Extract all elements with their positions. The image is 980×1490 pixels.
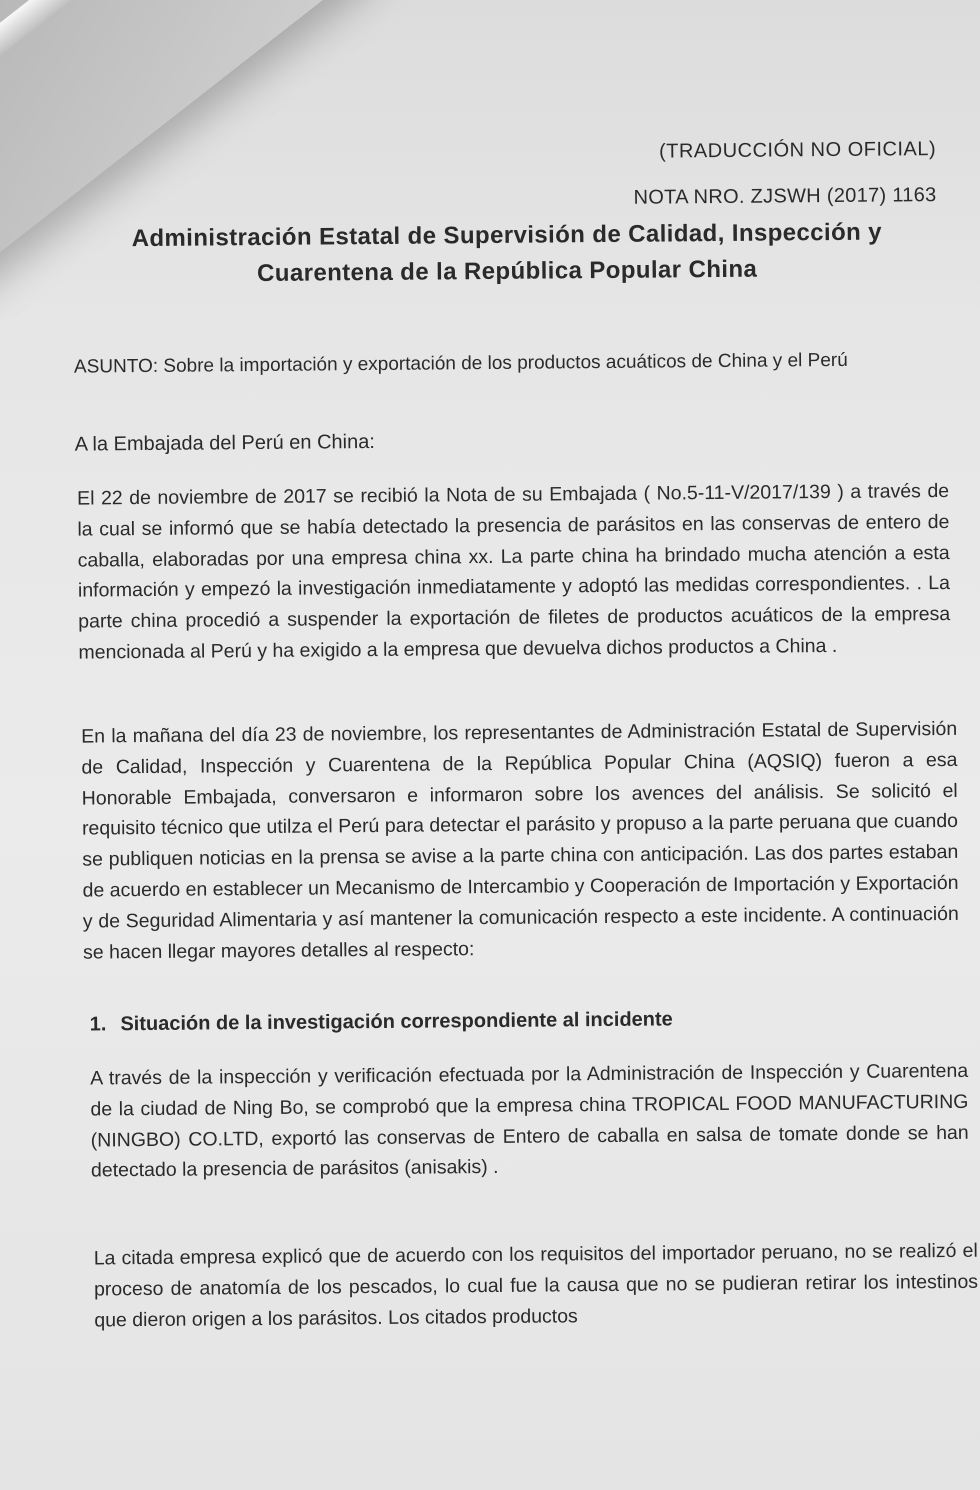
agency-title: Administración Estatal de Supervisión de Calidad, Inspección y Cuarentena de la República Popular China xyxy=(131,218,883,288)
paragraph-3: A través de la inspección y verificación efectuada por la Administración de Inspección y Cuarentena de la ciudad de Ning Bo, se comprobó que la empresa china TROPICAL FOOD MANUFACTURING (NINGBO) CO.LTD, exportó las conservas de Entero de caballa en salsa de tomate donde se han detectado la presencia de parásitos (anisakis) . xyxy=(90,1059,969,1182)
subject-line: ASUNTO: Sobre la importación y exportación de los productos acuáticos de China y el Perú xyxy=(73,349,848,378)
paragraph-2: En la mañana del día 23 de noviembre, los representantes de Administración Estatal de Supervisión de Calidad, Inspección y Cuarentena de la República Popular China (AQSIQ) fueron a esa Honorable Embajada, conversaron e informaron sobre los avences del análisis. Se solicitó el requisito técnico que utilza el Perú para detectar el parásito y propuso a la parte peruana que cuando se publiquen noticias en la prensa se avise a la parte china con anticipación. Las dos partes estaban de acuerdo en establecer un Mecanismo de Intercambio y Cooperación de Importación y Exportación y de Seguridad Alimentaria y así mantener la comunicación respecto a este incidente. A continuación se hacen llegar mayores detalles al respecto: xyxy=(81,717,959,964)
translation-label: (TRADUCCIÓN NO OFICIAL) xyxy=(658,138,937,163)
section-title: Situación de la investigación correspondiente al incidente xyxy=(120,1008,673,1036)
paragraph-4: La citada empresa explicó que de acuerdo con los requisitos del importador peruano, no se realizó el proceso de anatomía de los pescados, lo cual fue la causa que no se pudieran retirar los intestinos que dieron origen a los parásitos. Los citados productos xyxy=(93,1239,979,1332)
section-number: 1. xyxy=(89,1013,107,1036)
salutation: A la Embajada del Perú en China: xyxy=(74,430,375,456)
note-number: NOTA NRO. ZJSWH (2017) 1163 xyxy=(633,184,937,209)
paragraph-1: El 22 de noviembre de 2017 se recibió la Nota de su Embajada ( No.5-11-V/2017/139 ) a través de la cual se informó que se había detectado la presencia de parásitos en las conservas de entero de caballa, elaboradas por una empresa china xx. La parte china ha brindado mucha atención a esta información y empezó la investigación inmediatamente y adoptó las medidas correspondientes. . La parte china procedió a suspender la exportación de filetes de productos acuáticos de la empresa mencionada al Perú y ha exigido a la empresa que devuelva dichos productos a China . xyxy=(77,479,951,664)
section-1-heading xyxy=(90,1008,673,1036)
